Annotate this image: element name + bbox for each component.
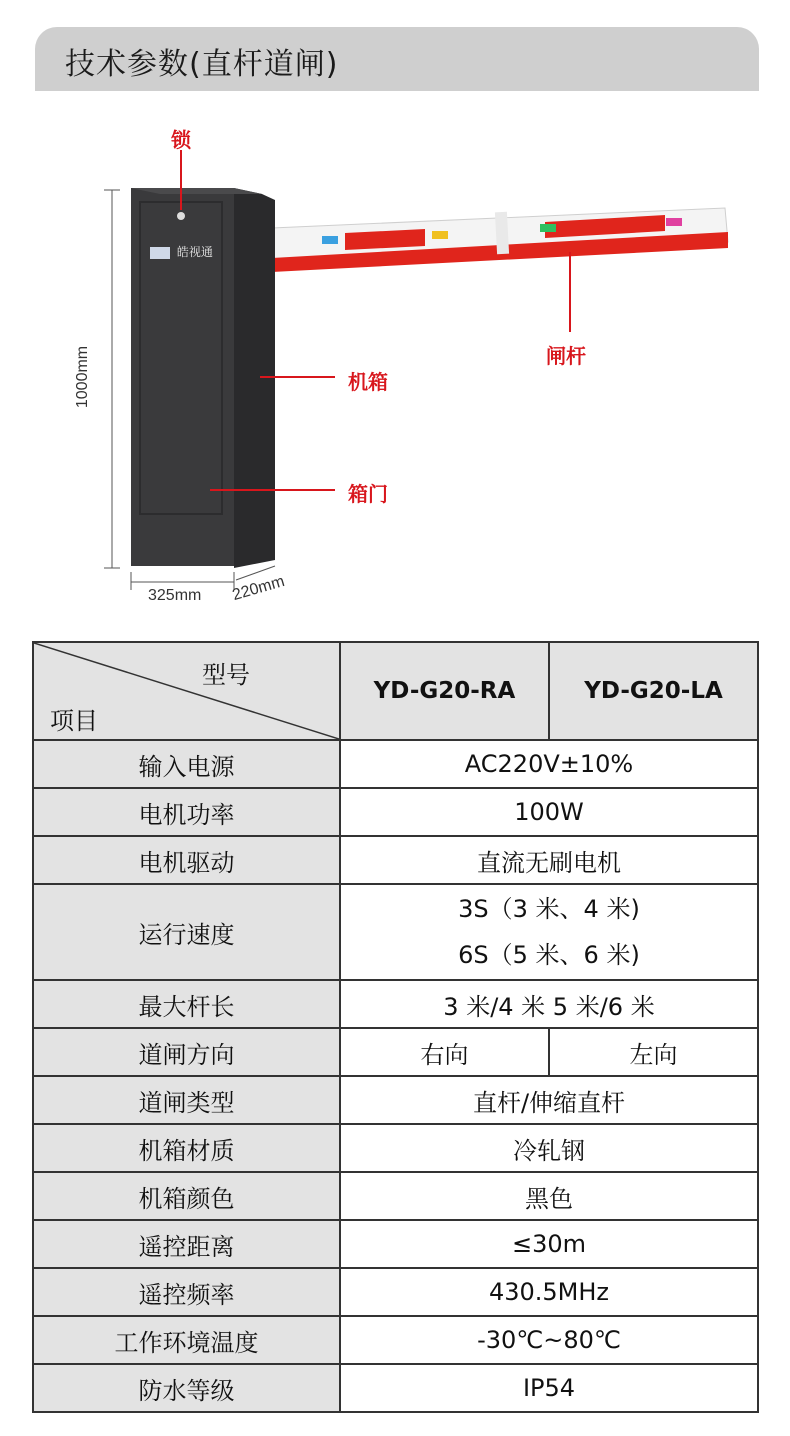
callout-lock: 锁	[171, 128, 191, 152]
spec-table	[32, 641, 759, 1413]
brand-logo	[150, 243, 213, 260]
callout-cabinet-door: 箱门	[348, 482, 388, 506]
table-row	[33, 980, 758, 1028]
dimension-height: 1000mm	[74, 345, 92, 409]
lock-icon	[177, 212, 185, 220]
speed-line-1: 3S（3 米、4 米)	[458, 895, 640, 923]
barrier-gate-drawing	[0, 100, 790, 630]
title-bar	[35, 27, 759, 91]
table-row	[33, 1028, 758, 1076]
row-value-multiline	[340, 884, 758, 980]
row-label: 遥控距离	[33, 1220, 340, 1268]
table-header-row	[33, 642, 758, 740]
row-value-right: 右向	[340, 1028, 549, 1076]
row-value: ≤30m	[340, 1220, 758, 1268]
callout-barrier-arm: 闸杆	[546, 344, 586, 368]
model-ra: YD-G20-RA	[340, 642, 549, 740]
table-row	[33, 1364, 758, 1412]
row-label: 最大杆长	[33, 980, 340, 1028]
table-row	[33, 884, 758, 980]
table-row	[33, 1124, 758, 1172]
row-label: 工作环境温度	[33, 1316, 340, 1364]
row-value: 直流无刷电机	[340, 836, 758, 884]
table-row	[33, 1268, 758, 1316]
callout-cabinet: 机箱	[348, 370, 388, 394]
row-label: 输入电源	[33, 740, 340, 788]
speed-line-2: 6S（5 米、6 米)	[458, 941, 640, 969]
dimension-width: 325mm	[148, 587, 202, 604]
row-value: 直杆/伸缩直杆	[340, 1076, 758, 1124]
row-label: 电机驱动	[33, 836, 340, 884]
header-item-label: 项目	[50, 707, 98, 735]
table-row	[33, 1316, 758, 1364]
row-label: 电机功率	[33, 788, 340, 836]
table-row	[33, 1220, 758, 1268]
row-value-left: 左向	[549, 1028, 758, 1076]
row-label: 运行速度	[33, 884, 340, 980]
row-value: 100W	[340, 788, 758, 836]
table-row	[33, 836, 758, 884]
row-label: 机箱颜色	[33, 1172, 340, 1220]
row-label: 道闸方向	[33, 1028, 340, 1076]
page-title: 技术参数(直杆道闸)	[65, 47, 339, 82]
row-value: -30℃~80℃	[340, 1316, 758, 1364]
row-value: 黑色	[340, 1172, 758, 1220]
row-label: 遥控频率	[33, 1268, 340, 1316]
table-row	[33, 740, 758, 788]
brand-name: 皓视通	[176, 245, 213, 259]
table-row	[33, 788, 758, 836]
table-row	[33, 1076, 758, 1124]
row-value: IP54	[340, 1364, 758, 1412]
header-model-label: 型号	[202, 661, 250, 689]
row-label: 道闸类型	[33, 1076, 340, 1124]
logo-mark	[150, 247, 170, 259]
dimension-depth: 220mm	[230, 572, 287, 605]
table-row	[33, 1172, 758, 1220]
row-value: 3 米/4 米 5 米/6 米	[340, 980, 758, 1028]
row-value: 冷轧钢	[340, 1124, 758, 1172]
row-value: 430.5MHz	[340, 1268, 758, 1316]
row-value: AC220V±10%	[340, 740, 758, 788]
product-illustration	[0, 100, 790, 630]
row-label: 防水等级	[33, 1364, 340, 1412]
header-diagonal-cell	[33, 642, 340, 740]
row-label: 机箱材质	[33, 1124, 340, 1172]
barrier-arm	[272, 208, 728, 272]
model-la: YD-G20-LA	[549, 642, 758, 740]
